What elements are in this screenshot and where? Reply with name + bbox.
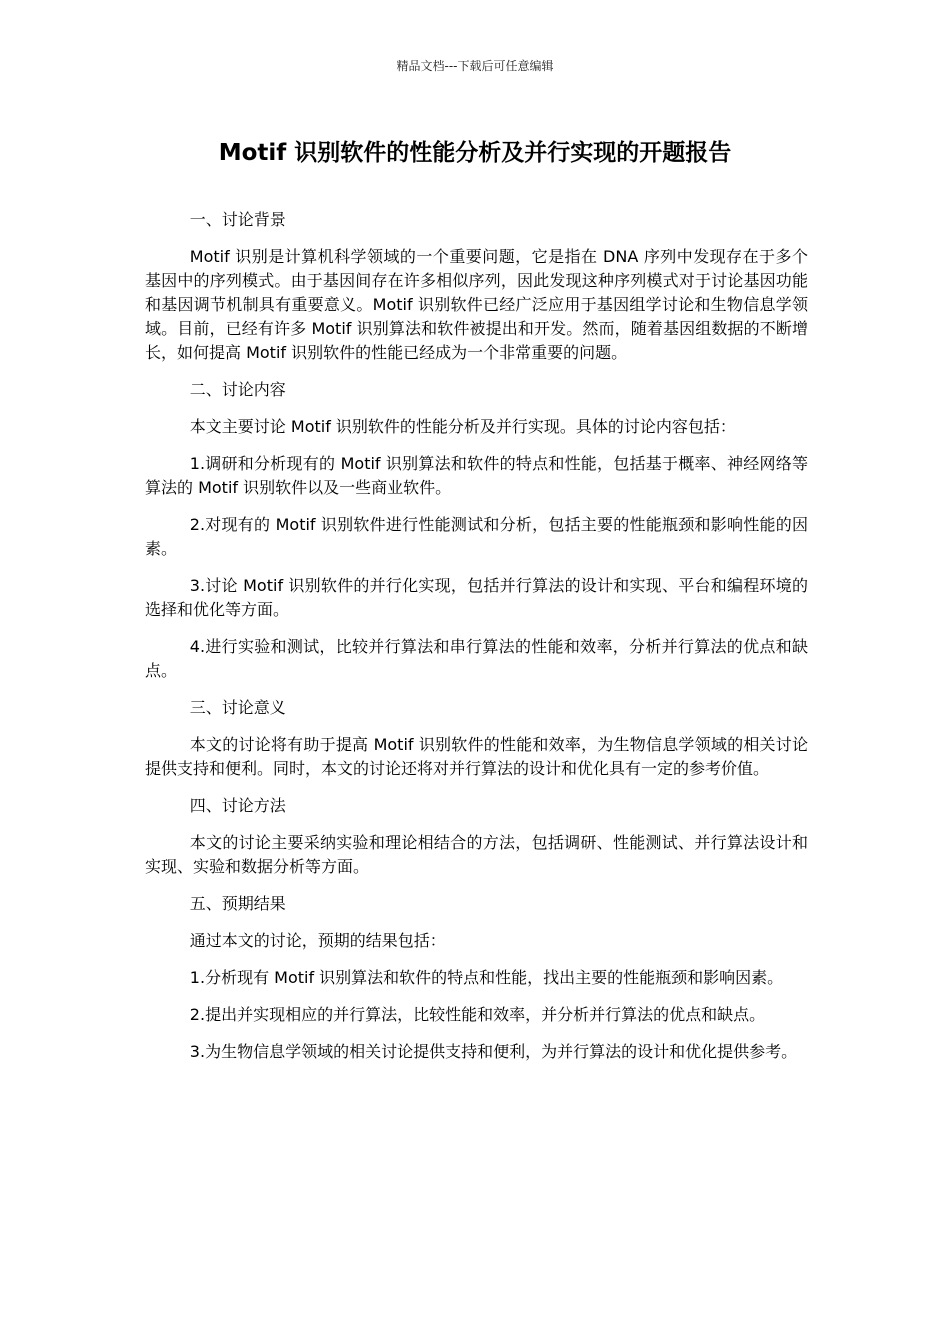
section-heading-method: 四、讨论方法 (189, 796, 286, 815)
paragraph-background: Motif 识别是计算机科学领域的一个重要问题，它是指在 DNA 序列中发现存在于多个基因中的序列模式。由于基因间存在许多相似序列，因此发现这种序列模式对于讨论基因功能和基因调节机制具有重要意义。Motif 识别软件已经广泛应用于基因组学讨论和生物信息学领域。目前，已经有许多 Motif 识别算法和软件被提出和开发。然而，随着基因组数据的不断增长，如何提高 Motif 识别软件的性能已经成为一个非常重要的问题。 (145, 247, 808, 362)
paragraph-significance: 本文的讨论将有助于提高 Motif 识别软件的性能和效率，为生物信息学领域的相关讨论提供支持和便利。同时，本文的讨论还将对并行算法的设计和优化具有一定的参考价值。 (145, 735, 808, 778)
section-heading-expected-results: 五、预期结果 (189, 894, 286, 913)
list-item-content-2: 2.对现有的 Motif 识别软件进行性能测试和分析，包括主要的性能瓶颈和影响性能的因素。 (145, 515, 808, 558)
document-body (145, 208, 808, 1077)
document-title: Motif 识别软件的性能分析及并行实现的开题报告 (218, 140, 732, 166)
paragraph-method: 本文的讨论主要采纳实验和理论相结合的方法，包括调研、性能测试、并行算法设计和实现、实验和数据分析等方面。 (145, 833, 808, 876)
paragraph-content-intro: 本文主要讨论 Motif 识别软件的性能分析及并行实现。具体的讨论内容包括： (189, 417, 736, 436)
list-item-content-4: 4.进行实验和测试，比较并行算法和串行算法的性能和效率，分析并行算法的优点和缺点。 (145, 637, 808, 680)
page-header: 精品文档---下载后可任意编辑 (396, 59, 554, 73)
list-item-expected-2: 2.提出并实现相应的并行算法，比较性能和效率，并分析并行算法的优点和缺点。 (189, 1005, 766, 1024)
list-item-content-3: 3.讨论 Motif 识别软件的并行化实现，包括并行算法的设计和实现、平台和编程环境的选择和优化等方面。 (145, 576, 808, 619)
list-item-expected-3: 3.为生物信息学领域的相关讨论提供支持和便利，为并行算法的设计和优化提供参考。 (189, 1042, 798, 1061)
list-item-content-1: 1.调研和分析现有的 Motif 识别算法和软件的特点和性能，包括基于概率、神经网络等算法的 Motif 识别软件以及一些商业软件。 (145, 454, 808, 497)
section-heading-background: 一、讨论背景 (189, 210, 286, 229)
section-heading-significance: 三、讨论意义 (189, 698, 286, 717)
paragraph-expected-intro: 通过本文的讨论，预期的结果包括： (189, 931, 446, 950)
section-heading-content: 二、讨论内容 (189, 380, 286, 399)
list-item-expected-1: 1.分析现有 Motif 识别算法和软件的特点和性能，找出主要的性能瓶颈和影响因素。 (189, 968, 784, 987)
